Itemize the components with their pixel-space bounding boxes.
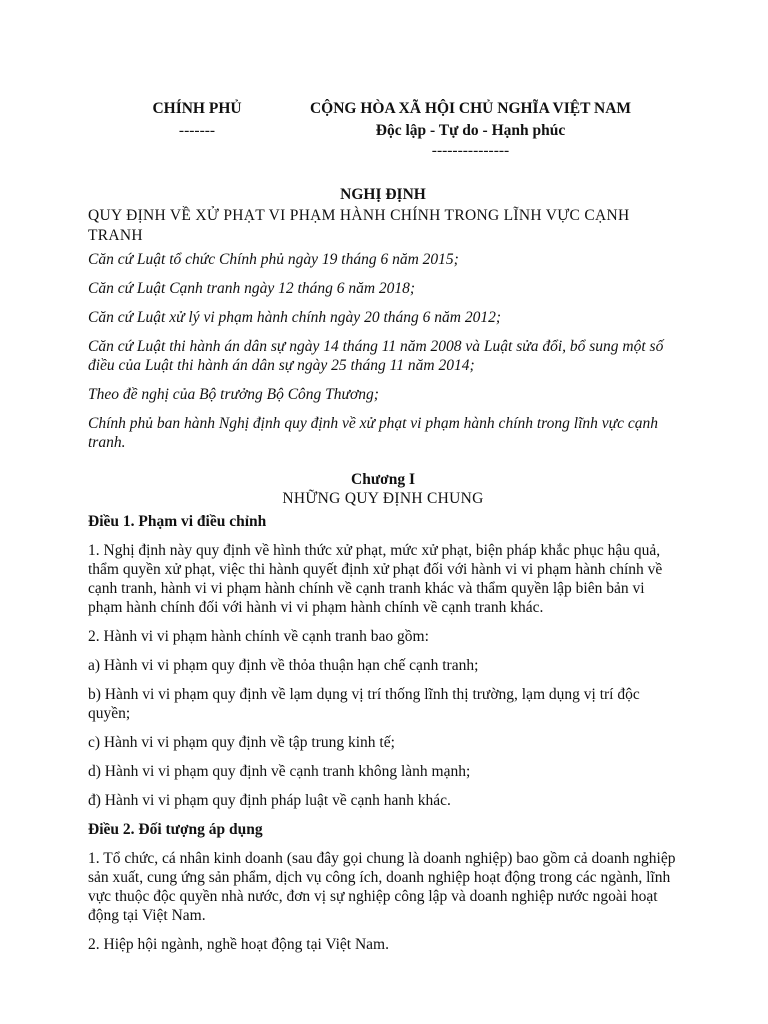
article-1-paragraph: đ) Hành vi vi phạm quy định pháp luật về cạnh hanh khác.	[88, 792, 451, 809]
preamble-item: Theo đề nghị của Bộ trưởng Bộ Công Thương;	[88, 386, 379, 403]
national-motto: Độc lập - Tự do - Hạnh phúc	[375, 122, 566, 139]
preamble-item: Căn cứ Luật xử lý vi phạm hành chính ngày 20 tháng 6 năm 2012;	[88, 309, 501, 326]
chapter-title: NHỮNG QUY ĐỊNH CHUNG	[282, 490, 484, 507]
document-type: NGHỊ ĐỊNH	[340, 186, 426, 203]
document-page	[88, 96, 678, 964]
document-header	[88, 96, 678, 160]
article-1-paragraph: a) Hành vi vi phạm quy định về thỏa thuận hạn chế cạnh tranh;	[88, 657, 479, 674]
issuer-divider: -------	[178, 122, 216, 139]
article-2-paragraph: 1. Tổ chức, cá nhân kinh doanh (sau đây gọi chung là doanh nghiệp) bao gồm cả doanh nghiệp sản xuất, cung ứng sản phẩm, dịch vụ công ích, doanh nghiệp hoạt động trong các ngành, lĩnh vực thuộc độc quyền nhà nước, đơn vị sự nghiệp công lập và doanh nghiệp nước ngoài hoạt động tại Việt Nam.	[88, 850, 676, 924]
chapter-heading	[88, 470, 678, 508]
issuer-name: CHÍNH PHỦ	[152, 100, 242, 117]
preamble-item: Căn cứ Luật tổ chức Chính phủ ngày 19 tháng 6 năm 2015;	[88, 251, 459, 268]
preamble-item: Căn cứ Luật thi hành án dân sự ngày 14 tháng 11 năm 2008 và Luật sửa đổi, bổ sung một số điều của Luật thi hành án dân sự ngày 25 tháng 11 năm 2014;	[88, 338, 664, 374]
article-1-paragraph: c) Hành vi vi phạm quy định về tập trung kinh tế;	[88, 734, 395, 751]
article-2-paragraph: 2. Hiệp hội ngành, nghề hoạt động tại Việt Nam.	[88, 936, 389, 953]
motto-divider: ---------------	[431, 142, 510, 159]
article-1-title: Điều 1. Phạm vi điều chỉnh	[88, 513, 267, 530]
article-2-title: Điều 2. Đối tượng áp dụng	[88, 821, 263, 838]
chapter-number: Chương I	[351, 471, 415, 488]
preamble	[88, 250, 678, 452]
article-1-paragraph: b) Hành vi vi phạm quy định về lạm dụng vị trí thống lĩnh thị trường, lạm dụng vị trí độc quyền;	[88, 686, 640, 722]
article-1-paragraph: 1. Nghị định này quy định về hình thức xử phạt, mức xử phạt, biện pháp khắc phục hậu quả, thẩm quyền xử phạt, việc thi hành quyết định xử phạt đối với hành vi vi phạm hành chính về cạnh tranh, hành vi vi phạm hành chính về cạnh tranh khác và thẩm quyền lập biên bản vi phạm hành chính đối với hành vi vi phạm hành chính về cạnh tranh khác.	[88, 542, 663, 616]
national-title: CỘNG HÒA XÃ HỘI CHỦ NGHĨA VIỆT NAM	[309, 100, 632, 117]
preamble-item: Chính phủ ban hành Nghị định quy định về xử phạt vi phạm hành chính trong lĩnh vực cạnh tranh.	[88, 415, 658, 451]
document-subtitle: QUY ĐỊNH VỀ XỬ PHẠT VI PHẠM HÀNH CHÍNH TRONG LĨNH VỰC CẠNH TRANH	[88, 207, 630, 244]
article-1-paragraph: 2. Hành vi vi phạm hành chính về cạnh tranh bao gồm:	[88, 628, 429, 645]
preamble-item: Căn cứ Luật Cạnh tranh ngày 12 tháng 6 năm 2018;	[88, 280, 416, 297]
article-1-paragraph: d) Hành vi vi phạm quy định về cạnh tranh không lành mạnh;	[88, 763, 471, 780]
